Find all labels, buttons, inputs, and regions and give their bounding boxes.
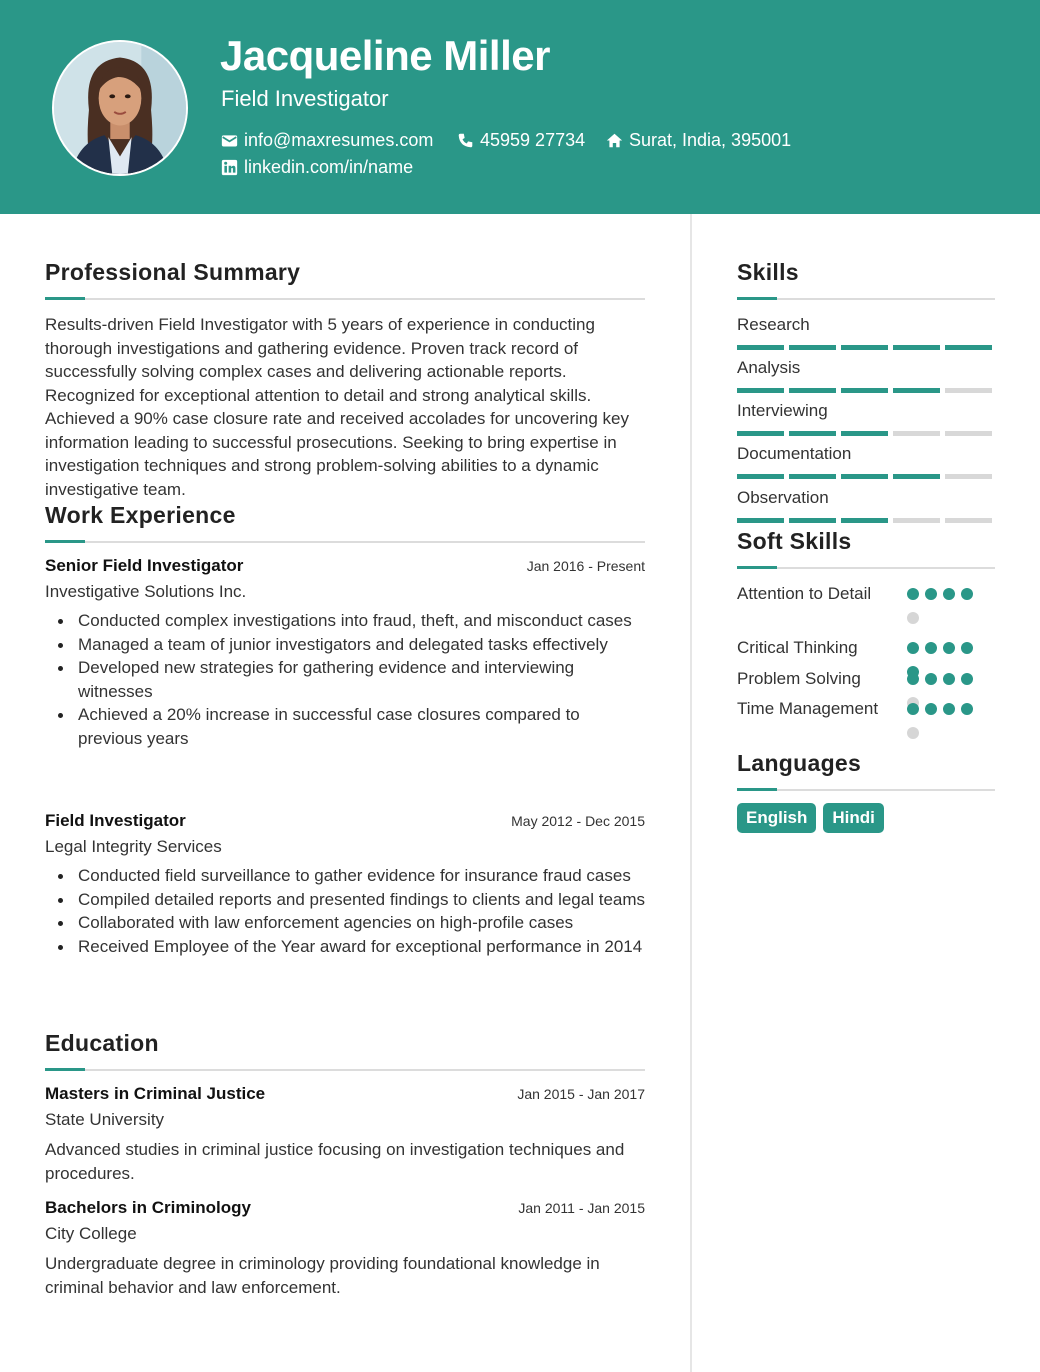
soft-skill-name: Critical Thinking	[737, 638, 858, 657]
skill-row	[737, 442, 995, 479]
skill-bar-segment	[841, 518, 888, 523]
rating-dot	[961, 673, 973, 685]
job-bullets	[45, 864, 645, 958]
soft-skill-name: Problem Solving	[737, 669, 861, 688]
profile-photo-image	[54, 42, 186, 174]
resume-header	[0, 0, 1040, 214]
location-text: Surat, India, 395001	[629, 130, 792, 150]
linkedin-icon	[221, 159, 238, 176]
location-contact	[606, 130, 791, 151]
job-entry	[45, 556, 645, 750]
education-entry	[45, 1198, 645, 1299]
email-text: info@maxresumes.com	[244, 130, 434, 150]
degree-title: Masters in Criminal Justice	[45, 1084, 266, 1103]
skill-name: Documentation	[737, 444, 852, 463]
soft-skill-row	[737, 697, 995, 721]
rating-dot	[943, 642, 955, 654]
rating-dot	[907, 703, 919, 715]
skill-row	[737, 399, 995, 436]
rating-dot	[943, 703, 955, 715]
job-bullet: Collaborated with law enforcement agencies on high-profile cases	[45, 911, 645, 935]
phone-text: 45959 27734	[480, 130, 586, 150]
rating-dot	[907, 588, 919, 600]
education-heading: Education	[45, 1030, 159, 1056]
home-icon	[606, 132, 623, 149]
job-entry	[45, 811, 645, 958]
job-bullet: Developed new strategies for gathering evidence and interviewing witnesses	[45, 656, 645, 703]
summary-text: Results-driven Field Investigator with 5 years of experience in conducting thorough investigations and gathering evidence. Proven track record of successfully solving complex cases and delivering actionable reports. Recognized for exceptional attention to detail and strong analytical skills. Achieved a 90% case closure rate and received accolades for uncovering key information leading to successful prosecutions. Seeking to bring expertise in investigation techniques and strong problem-solving abilities to a dynamic investigative team.	[45, 315, 630, 499]
skill-bar-segment	[789, 518, 836, 523]
language-list	[737, 803, 884, 833]
email-contact[interactable]	[221, 130, 433, 151]
job-title: Field Investigator	[45, 811, 186, 830]
job-bullet: Conducted field surveillance to gather evidence for insurance fraud cases	[45, 864, 645, 888]
summary-heading: Professional Summary	[45, 259, 301, 285]
rating-dot	[925, 642, 937, 654]
job-bullet: Conducted complex investigations into fraud, theft, and misconduct cases	[45, 609, 645, 633]
skill-level-bar	[737, 518, 995, 523]
rating-dot	[907, 727, 919, 739]
job-bullet: Managed a team of junior investigators and delegated tasks effectively	[45, 633, 645, 657]
job-bullet: Received Employee of the Year award for exceptional performance in 2014	[45, 935, 645, 959]
skill-level-bar	[737, 345, 995, 350]
soft-skill-name: Attention to Detail	[737, 584, 872, 603]
language-badge: English	[737, 803, 816, 833]
rating-dot	[925, 588, 937, 600]
job-bullets	[45, 609, 645, 750]
languages-rule	[737, 789, 995, 791]
soft-skill-rating	[907, 697, 987, 745]
skill-bar-segment	[789, 431, 836, 436]
skills-rule	[737, 298, 995, 300]
envelope-icon	[221, 132, 238, 149]
rating-dot	[907, 673, 919, 685]
profile-photo	[52, 40, 188, 176]
job-dates: Jan 2016 - Present	[526, 558, 645, 574]
skill-name: Research	[737, 315, 810, 334]
rating-dot	[961, 642, 973, 654]
soft-skill-row	[737, 667, 995, 691]
soft-skill-name: Time Management	[737, 699, 879, 718]
degree-title: Bachelors in Criminology	[45, 1198, 251, 1217]
soft-skill-rating	[907, 582, 987, 630]
skill-bar-segment	[737, 345, 784, 350]
languages-heading: Languages	[737, 750, 862, 776]
linkedin-contact[interactable]	[221, 157, 413, 178]
skill-row	[737, 486, 995, 523]
skill-row	[737, 313, 995, 350]
skill-bar-segment	[737, 474, 784, 479]
degree-description: Advanced studies in criminal justice focusing on investigation techniques and procedures.	[45, 1140, 625, 1183]
phone-contact[interactable]	[457, 130, 585, 151]
degree-dates: Jan 2015 - Jan 2017	[517, 1086, 645, 1102]
rating-dot	[907, 642, 919, 654]
experience-rule	[45, 541, 645, 543]
skill-bar-segment	[841, 345, 888, 350]
candidate-title: Field Investigator	[221, 86, 389, 111]
soft-skills-heading: Soft Skills	[737, 528, 852, 554]
skill-bar-segment	[841, 474, 888, 479]
job-bullet: Compiled detailed reports and presented findings to clients and legal teams	[45, 888, 645, 912]
rating-dot	[943, 673, 955, 685]
candidate-name: Jacqueline Miller	[220, 32, 550, 79]
skill-bar-segment	[841, 431, 888, 436]
school-name: State University	[45, 1110, 165, 1129]
skill-name: Interviewing	[737, 401, 828, 420]
skills-heading: Skills	[737, 259, 799, 285]
school-name: City College	[45, 1224, 137, 1243]
skill-name: Observation	[737, 488, 829, 507]
language-badge: Hindi	[823, 803, 884, 833]
job-company: Legal Integrity Services	[45, 837, 222, 856]
education-rule	[45, 1069, 645, 1071]
rating-dot	[925, 703, 937, 715]
education-entry	[45, 1084, 645, 1185]
rating-dot	[961, 703, 973, 715]
skill-bar-segment	[789, 474, 836, 479]
skill-bar-segment	[789, 345, 836, 350]
skill-bar-segment	[789, 388, 836, 393]
skill-bar-segment	[945, 474, 992, 479]
soft-skills-rule	[737, 567, 995, 569]
skill-row	[737, 356, 995, 393]
skill-level-bar	[737, 474, 995, 479]
skill-name: Analysis	[737, 358, 801, 377]
job-title: Senior Field Investigator	[45, 556, 244, 575]
skill-bar-segment	[893, 474, 940, 479]
column-divider	[690, 214, 692, 1372]
rating-dot	[961, 588, 973, 600]
skill-level-bar	[737, 431, 995, 436]
degree-dates: Jan 2011 - Jan 2015	[518, 1200, 645, 1216]
skill-bar-segment	[737, 431, 784, 436]
soft-skill-row	[737, 636, 995, 660]
skill-bar-segment	[841, 388, 888, 393]
phone-icon	[457, 132, 474, 149]
rating-dot	[943, 588, 955, 600]
rating-dot	[907, 612, 919, 624]
skill-bar-segment	[893, 345, 940, 350]
rating-dot	[925, 673, 937, 685]
skill-bar-segment	[737, 518, 784, 523]
skill-bar-segment	[945, 431, 992, 436]
skill-bar-segment	[893, 388, 940, 393]
linkedin-text: linkedin.com/in/name	[244, 157, 414, 177]
skill-bar-segment	[945, 518, 992, 523]
soft-skill-row	[737, 582, 995, 606]
skill-level-bar	[737, 388, 995, 393]
skill-bar-segment	[945, 388, 992, 393]
skill-bar-segment	[893, 431, 940, 436]
skill-bar-segment	[893, 518, 940, 523]
degree-description: Undergraduate degree in criminology providing foundational knowledge in criminal behavior and law enforcement.	[45, 1254, 600, 1297]
skill-bar-segment	[945, 345, 992, 350]
experience-heading: Work Experience	[45, 502, 236, 528]
job-bullet: Achieved a 20% increase in successful case closures compared to previous years	[45, 703, 645, 750]
summary-rule	[45, 298, 645, 300]
job-company: Investigative Solutions Inc.	[45, 582, 247, 601]
job-dates: May 2012 - Dec 2015	[511, 813, 645, 829]
skill-bar-segment	[737, 388, 784, 393]
